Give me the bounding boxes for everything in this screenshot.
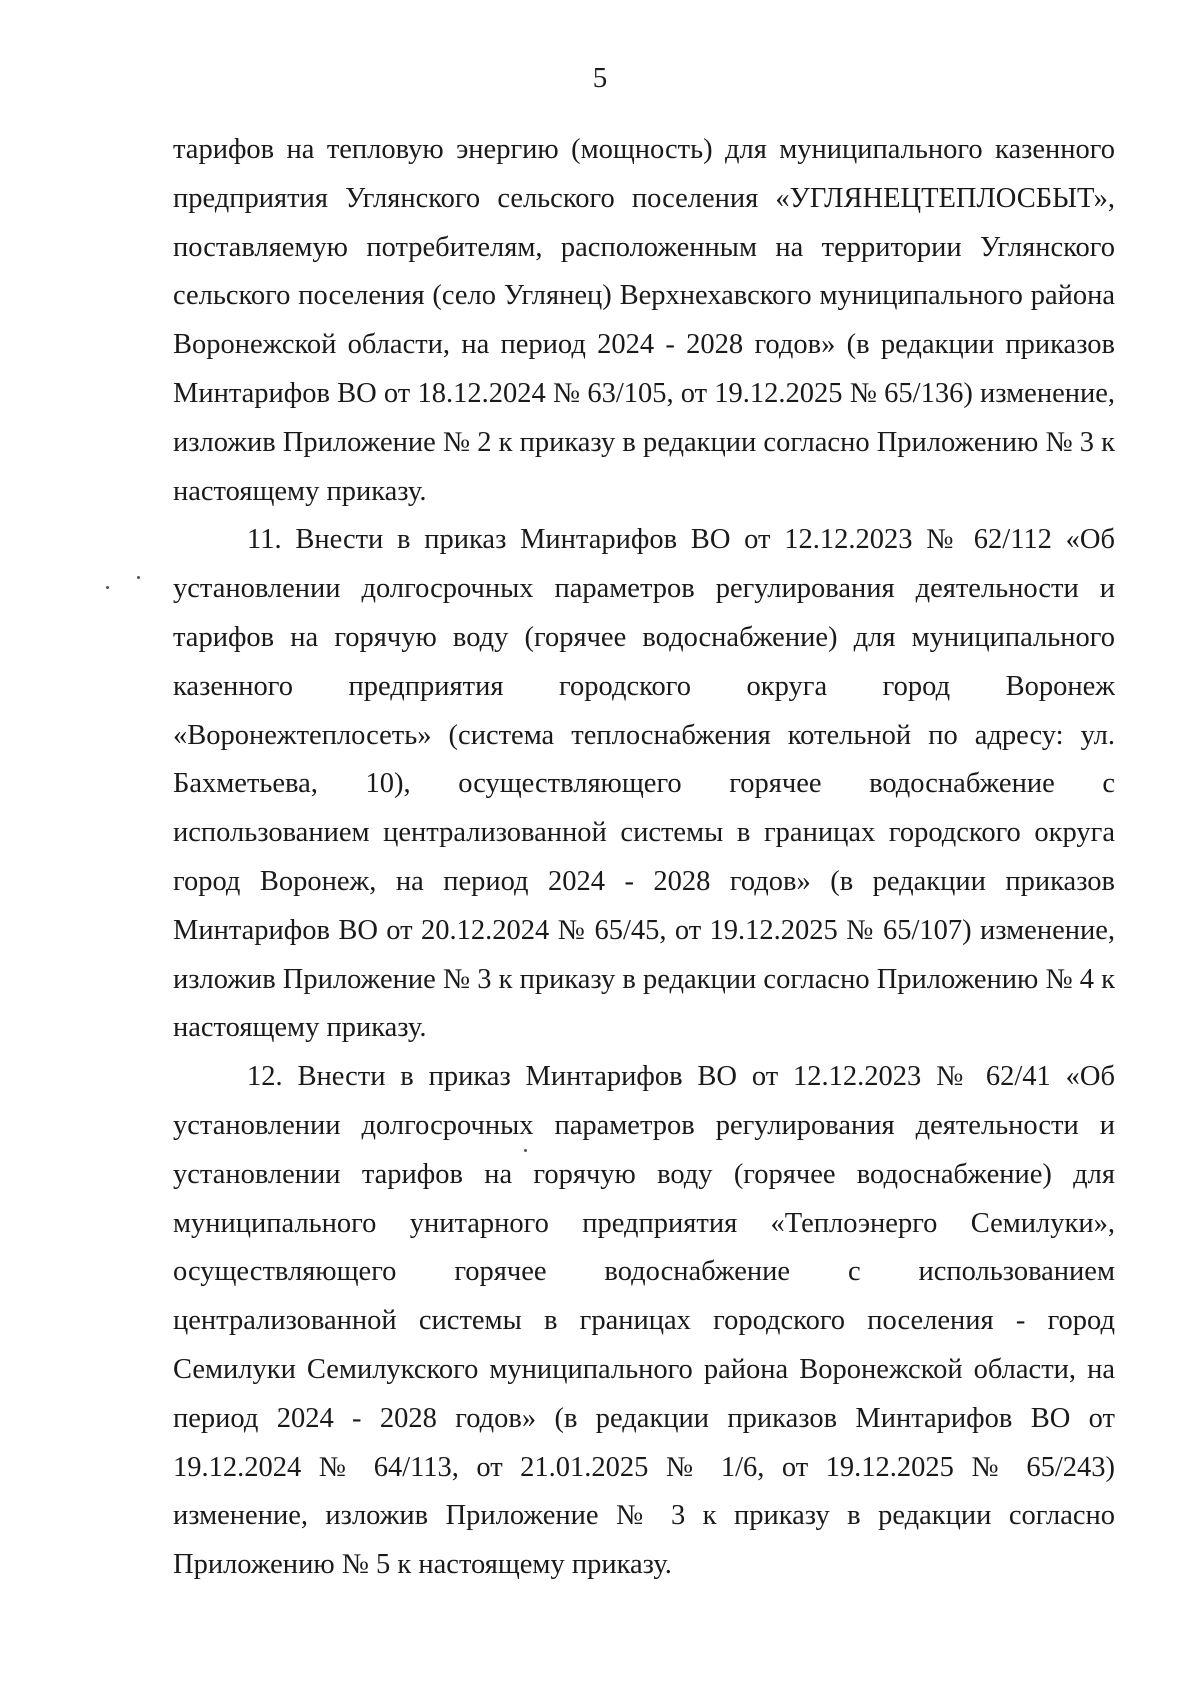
scan-speck	[137, 576, 140, 579]
paragraph-item-12: 12. Внести в приказ Минтарифов ВО от 12.12.2023 № 62/41 «Об установлении долгосрочных параметров регулирования деятельности и установлении тарифов на горячую воду (горячее водоснабжение) для муниципального унитарного предприятия «Теплоэнерго Семилуки», осуществляющего горячее водоснабжение с использованием централизованной системы в границах городского поселения - город Семилуки Семилукского муниципального района Воронежской области, на период 2024 - 2028 годов» (в редакции приказов Минтарифов ВО от 19.12.2024 № 64/113, от 21.01.2025 № 1/6, от 19.12.2025 № 65/243) изменение, изложив Приложение № 3 к приказу в редакции согласно Приложению № 5 к настоящему приказу.	[173, 1061, 1115, 1581]
page-number: 5	[592, 62, 608, 94]
scan-speck	[524, 1149, 527, 1152]
document-body	[173, 126, 1115, 1590]
scan-speck	[106, 586, 109, 589]
paragraph-item-11: 11. Внести в приказ Минтарифов ВО от 12.12.2023 № 62/112 «Об установлении долгосрочных параметров регулирования деятельности и тарифов на горячую воду (горячее водоснабжение) для муниципального казенного предприятия городского округа город Воронеж «Воронежтеплосеть» (система теплоснабжения котельной по адресу: ул. Бахметьева, 10), осуществляющего горячее водоснабжение с использованием централизованной системы в границах городского округа город Воронеж, на период 2024 - 2028 годов» (в редакции приказов Минтарифов ВО от 20.12.2024 № 65/45, от 19.12.2025 № 65/107) изменение, изложив Приложение № 3 к приказу в редакции согласно Приложению № 4 к настоящему приказу.	[173, 524, 1115, 1044]
paragraph-continuation: тарифов на тепловую энергию (мощность) для муниципального казенного предприятия Углянского сельского поселения «УГЛЯНЕЦТЕПЛОСБЫТ», поставляемую потребителям, расположенным на территории Углянского сельского поселения (село Углянец) Верхнехавского муниципального района Воронежской области, на период 2024 - 2028 годов» (в редакции приказов Минтарифов ВО от 18.12.2024 № 63/105, от 19.12.2025 № 65/136) изменение, изложив Приложение № 2 к приказу в редакции согласно Приложению № 3 к настоящему приказу.	[173, 134, 1115, 507]
